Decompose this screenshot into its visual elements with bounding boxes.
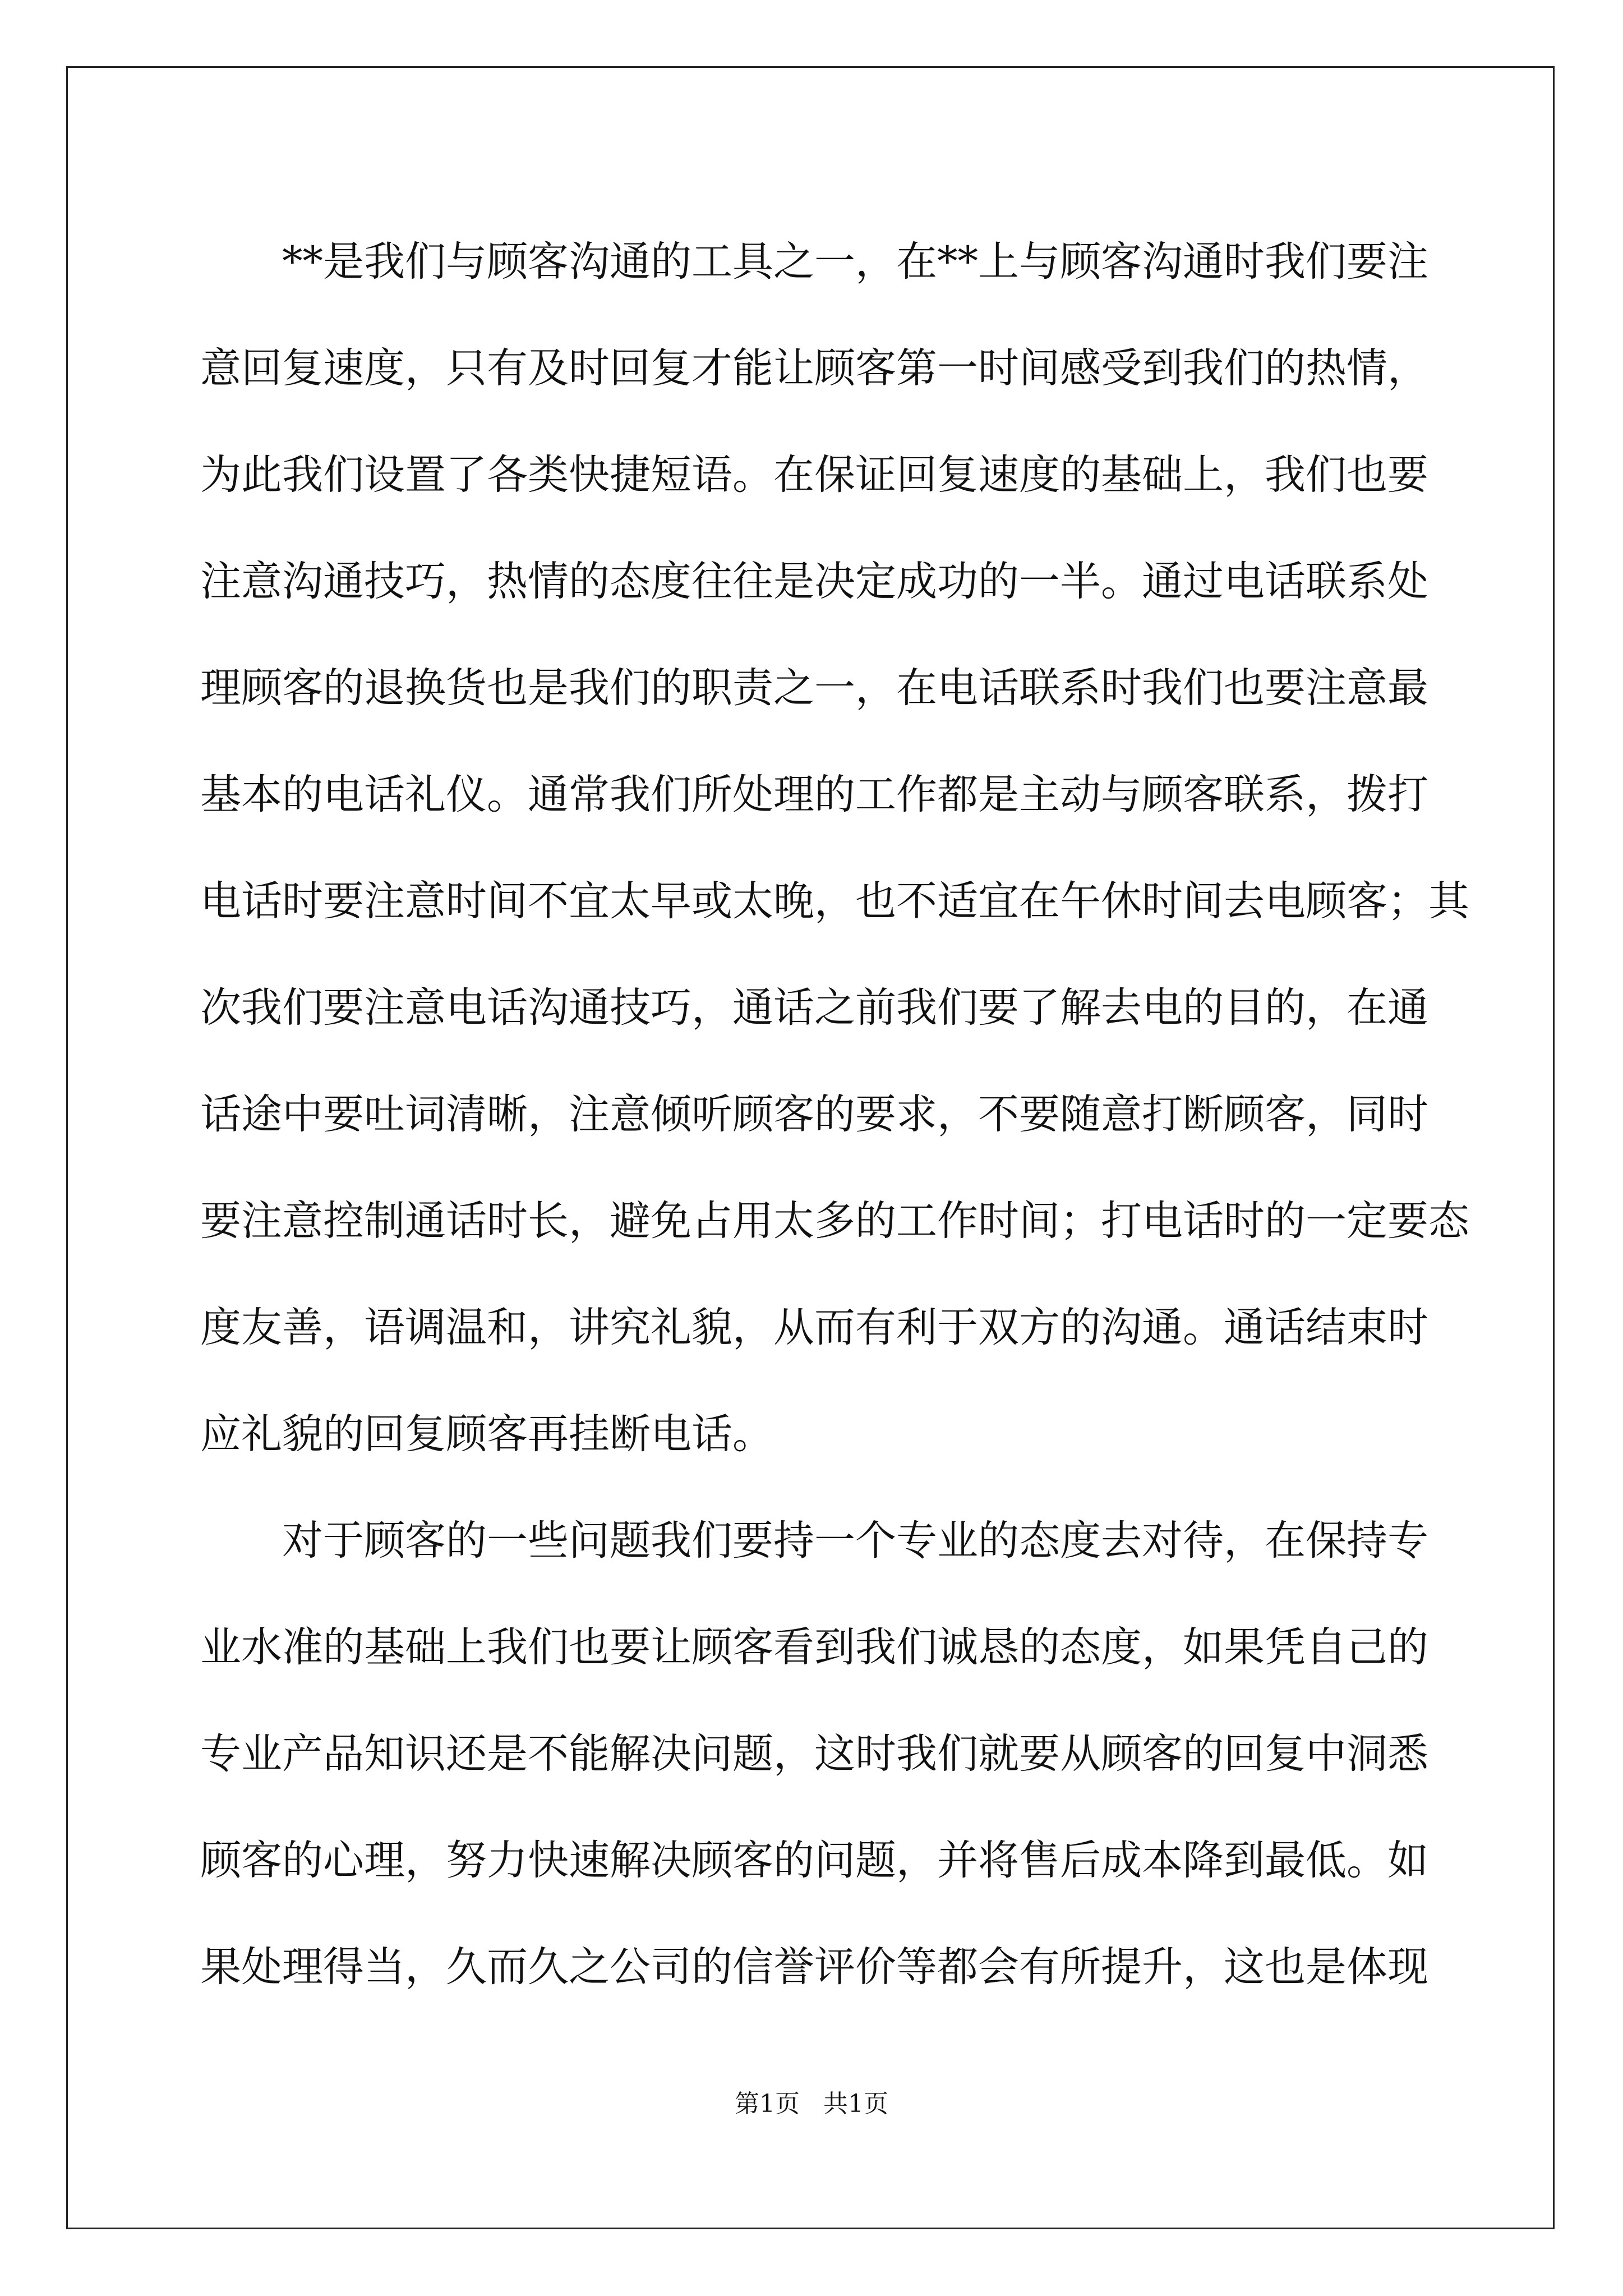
paragraph-2-line: 专业产品知识还是不能解决问题，这时我们就要从顾客的回复中洞悉	[200, 1730, 1428, 1778]
paragraph-1-line: **是我们与顾客沟通的工具之一，在**上与顾客沟通时我们要注	[282, 238, 1428, 286]
paragraph-2-line: 对于顾客的一些问题我们要持一个专业的态度去对待，在保持专	[282, 1517, 1428, 1565]
paragraph-1-line: 为此我们设置了各类快捷短语。在保证回复速度的基础上，我们也要	[200, 451, 1428, 499]
paragraph-2-line: 业水准的基础上我们也要让顾客看到我们诚恳的态度，如果凭自己的	[200, 1623, 1428, 1671]
paragraph-1-line: 理顾客的退换货也是我们的职责之一，在电话联系时我们也要注意最	[200, 664, 1428, 712]
document-body	[200, 209, 1469, 2021]
paragraph-1-line: 注意沟通技巧，热情的态度往往是决定成功的一半。通过电话联系处	[200, 558, 1428, 605]
page-number-footer: 第1页 共1页	[735, 2090, 888, 2118]
paragraph-1-line: 度友善，语调温和，讲究礼貌，从而有利于双方的沟通。通话结束时	[200, 1304, 1428, 1351]
paragraph-2-line: 顾客的心理，努力快速解决顾客的问题，并将售后成本降到最低。如	[200, 1837, 1428, 1884]
paragraph-1-line: 基本的电话礼仪。通常我们所处理的工作都是主动与顾客联系，拨打	[200, 771, 1428, 818]
paragraph-1-line: 要注意控制通话时长，避免占用太多的工作时间；打电话时的一定要态	[200, 1197, 1469, 1245]
paragraph-1-line: 次我们要注意电话沟通技巧，通话之前我们要了解去电的目的，在通	[200, 984, 1428, 1032]
paragraph-1-line: 应礼貌的回复顾客再挂断电话。	[200, 1410, 773, 1458]
paragraph-2-line: 果处理得当，久而久之公司的信誉评价等都会有所提升，这也是体现	[200, 1943, 1428, 1991]
paragraph-1-line: 电话时要注意时间不宜太早或太晚，也不适宜在午休时间去电顾客；其	[200, 877, 1469, 925]
paragraph-1-line: 话途中要吐词清晰，注意倾听顾客的要求，不要随意打断顾客，同时	[200, 1091, 1428, 1138]
paragraph-1-line: 意回复速度，只有及时回复才能让顾客第一时间感受到我们的热情，	[200, 344, 1428, 392]
